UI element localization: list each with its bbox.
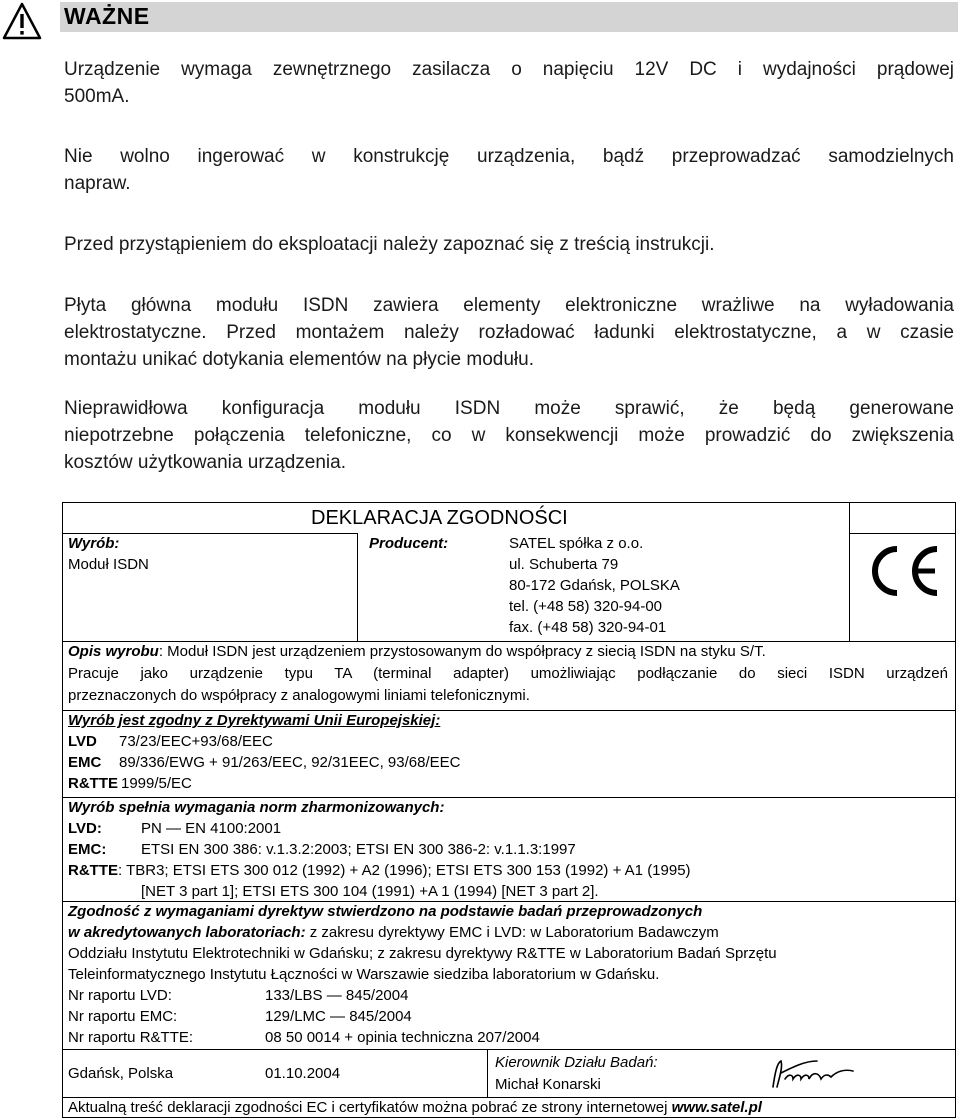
standard-continuation: [NET 3 part 1]; ETSI ETS 300 104 (1991) +A 1 (1994) [NET 3 part 2]. — [141, 883, 599, 900]
report-value: 129/LMC — 845/2004 — [265, 1008, 412, 1025]
divider — [63, 1049, 955, 1050]
standard-label: LVD: — [68, 820, 102, 837]
standard-label: EMC: — [68, 841, 107, 858]
footer-link[interactable]: www.satel.pl — [671, 1099, 762, 1116]
producer-name: SATEL spółka z o.o. — [509, 535, 644, 552]
warning-paragraph-power — [64, 56, 954, 110]
warning-triangle-icon — [2, 2, 42, 40]
paragraph-line: Nieprawidłowa konfiguracja modułu ISDN może sprawić, że będą generowane — [64, 398, 954, 419]
ce-mark-icon — [863, 541, 943, 601]
divider — [487, 1049, 488, 1097]
producer-street: ul. Schuberta 79 — [509, 556, 619, 573]
conformity-text: z zakresu dyrektywy EMC i LVD: w Laboratorium Badawczym — [305, 924, 719, 941]
directive-label: EMC — [68, 754, 102, 771]
divider — [849, 533, 955, 534]
conformity-line: Oddziału Instytutu Elektrotechniki w Gdańsku; z zakresu dyrektywy R&TTE w Laboratorium Badań Sprzętu — [68, 945, 777, 962]
report-value: 133/LBS — 845/2004 — [265, 987, 409, 1004]
description-line: przeznaczonych do współpracy z analogowymi liniami telefonicznymi. — [68, 687, 530, 704]
producer-phone: tel. (+48 58) 320-94-00 — [509, 598, 663, 615]
warning-paragraph-esd — [64, 292, 954, 373]
report-label: Nr raportu LVD: — [68, 987, 172, 1004]
paragraph-line: Urządzenie wymaga zewnętrznego zasilacza o napięciu 12V DC i wydajności prądowej — [64, 59, 954, 80]
signature-icon — [763, 1053, 883, 1093]
conformity-heading: w akredytowanych laboratoriach: — [68, 924, 306, 941]
producer-city: 80-172 Gdańsk, POLSKA — [509, 577, 680, 594]
description-text: : Moduł ISDN jest urządzeniem przystosowanym do współpracy z siecią ISDN na styku S/T. — [158, 643, 766, 660]
paragraph-line: 500mA. — [64, 86, 130, 107]
standards-heading: Wyrób spełnia wymagania norm zharmonizowanych: — [68, 799, 445, 816]
description-line — [68, 642, 766, 661]
directive-value: 73/23/EEC+93/68/EEC — [119, 733, 273, 750]
description-text: Pracuje jako urządzenie typu TA (terminal adapter) umożliwiając podłączanie do sieci ISDN urządzeń — [68, 665, 948, 682]
warning-paragraph-configuration — [64, 395, 954, 476]
report-value: 08 50 0014 + opinia techniczna 207/2004 — [265, 1029, 540, 1046]
conformity-heading: Zgodność z wymaganiami dyrektyw stwierdzono na podstawie badań przeprowadzonych — [68, 903, 703, 920]
directive-value: 89/336/EWG + 91/263/EEC, 92/31EEC, 93/68/EEC — [119, 754, 461, 771]
directive-label: LVD — [68, 733, 97, 750]
directives-heading: Wyrób jest zgodny z Dyrektywami Unii Europejskiej: — [68, 712, 441, 729]
standard-value: PN — EN 4100:2001 — [141, 820, 282, 837]
conformity-line — [68, 923, 719, 942]
divider — [849, 503, 850, 641]
paragraph-line: elektrostatyczne. Przed montażem należy rozładować ładunki elektrostatyczne, a w czasie — [64, 322, 954, 343]
producer-label: Producent: — [369, 535, 449, 552]
date: 01.10.2004 — [265, 1065, 341, 1082]
paragraph-line: kosztów użytkowania urządzenia. — [64, 452, 346, 473]
signer-title: Kierownik Działu Badań: — [495, 1054, 658, 1071]
report-label: Nr raportu R&TTE: — [68, 1029, 194, 1046]
paragraph-line: Nie wolno ingerować w konstrukcję urządzenia, bądź przeprowadzać samodzielnych — [64, 146, 954, 167]
warning-header-bar — [60, 2, 958, 32]
footer-note — [68, 1098, 762, 1117]
standard-line — [68, 861, 691, 880]
paragraph-line: Przed przystąpieniem do eksploatacji należy zapoznać się z treścią instrukcji. — [64, 234, 715, 255]
paragraph-line: niepotrzebne połączenia telefoniczne, co w konsekwencji może prowadzić do zwiększenia — [64, 425, 954, 446]
declaration-title: DEKLARACJA ZGODNOŚCI — [311, 507, 568, 529]
product-value: Moduł ISDN — [68, 556, 149, 573]
paragraph-line: Płyta główna modułu ISDN zawiera elementy elektroniczne wrażliwe na wyładowania — [64, 295, 954, 316]
warning-title: WAŻNE — [64, 3, 150, 29]
description-label: Opis wyrobu — [68, 643, 159, 660]
signer-name: Michał Konarski — [495, 1076, 601, 1093]
product-label: Wyrób: — [68, 535, 120, 552]
place: Gdańsk, Polska — [68, 1065, 174, 1082]
declaration-of-conformity — [62, 502, 956, 1118]
producer-fax: fax. (+48 58) 320-94-01 — [509, 619, 667, 636]
standard-label: R&TTE — [68, 862, 118, 879]
paragraph-line: napraw. — [64, 173, 131, 194]
paragraph-line: montażu unikać dotykania elementów na płycie modułu. — [64, 349, 534, 370]
description-line — [68, 664, 948, 683]
report-label: Nr raportu EMC: — [68, 1008, 178, 1025]
directive-value: 1999/5/EC — [121, 775, 192, 792]
conformity-line: Teleinformatycznego Instytutu Łączności w Warszawie siedziba laboratorium w Gdańsku. — [68, 966, 660, 983]
warning-paragraph-construction — [64, 143, 954, 197]
standard-value: ETSI EN 300 386: v.1.3.2:2003; ETSI EN 300 386-2: v.1.1.3:1997 — [141, 841, 576, 858]
footer-text: Aktualną treść deklaracji zgodności EC i certyfikatów można pobrać ze strony internetowej — [68, 1099, 672, 1116]
standard-value: : TBR3; ETSI ETS 300 012 (1992) + A2 (1996); ETSI ETS 300 153 (1992) + A1 (1995) — [118, 862, 691, 879]
divider — [357, 533, 358, 641]
directive-label: R&TTE — [68, 775, 118, 792]
warning-paragraph-instructions — [64, 231, 954, 258]
